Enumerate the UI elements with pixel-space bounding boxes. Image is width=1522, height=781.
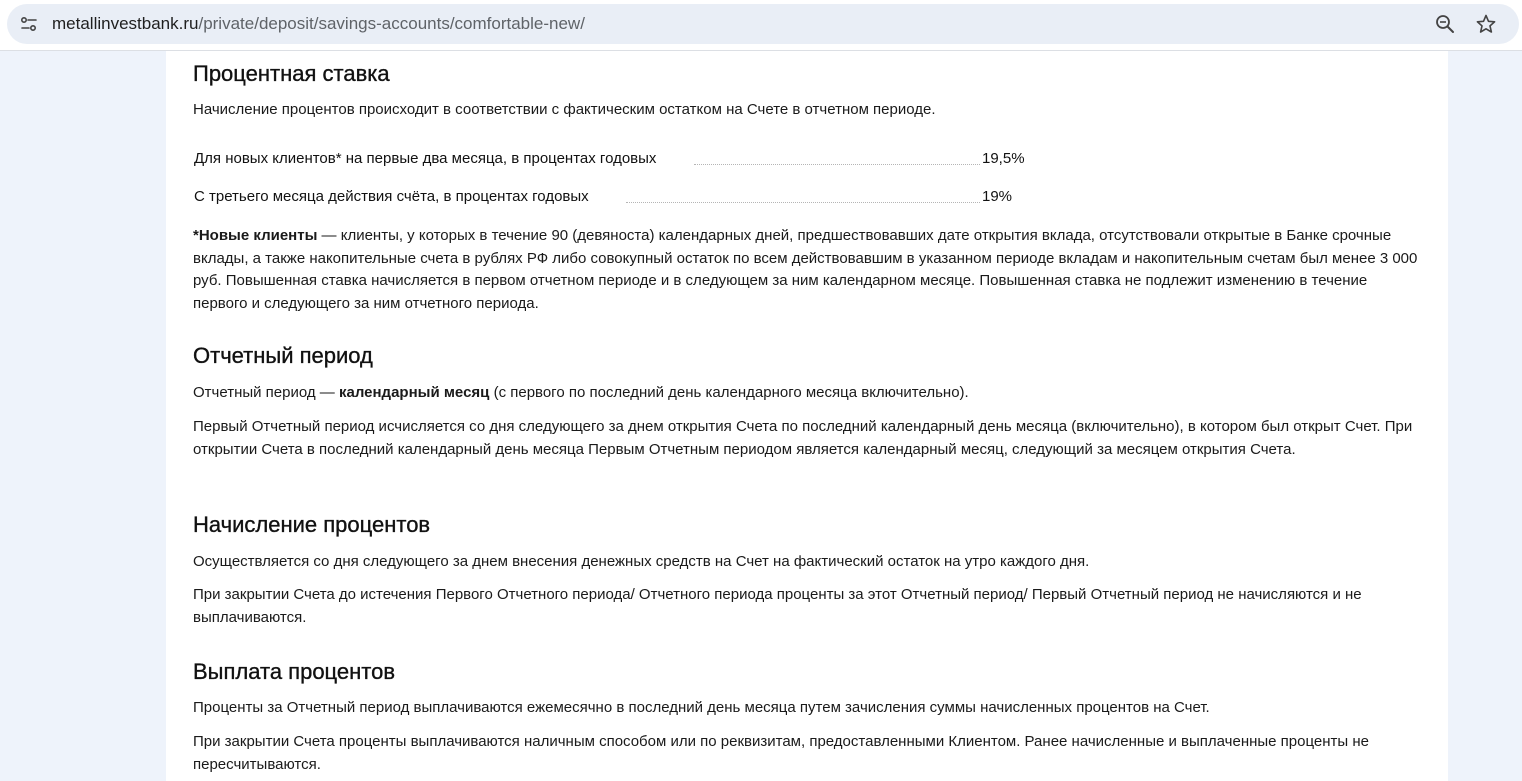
payout-closing-note: При закрытии Счета проценты выплачиваются наличным способом или по реквизитам, предоставленными Клиентом. Ранее начисленные и выплаченные проценты не пересчитываются. [193,733,1369,773]
address-bar[interactable] [7,4,1519,44]
page-content [166,51,1448,781]
bookmark-star-icon[interactable] [1475,13,1497,35]
url-text[interactable] [52,14,585,34]
site-info-icon[interactable] [19,14,39,34]
new-clients-note-text: — клиенты, у которых в течение 90 (девяноста) календарных дней, предшествовавших дате открытия вклада, отсутствовали открытые в Банке срочные вклады, а также накопительные счета в рублях РФ либо совокупный остаток по всем действовавшим в указанном периоде вкладам и накопительным счетам был менее 3 000 руб. Повышенная ставка начисляется в первом отчетном периоде и в следующем за ним календарном месяце. Повышенная ставка не подлежит изменению в течение первого и следующего за ним отчетного периода. [193,227,1418,312]
accrual-section-title: Начисление процентов [193,512,431,537]
browser-toolbar [0,0,1522,51]
period-definition-term: календарный месяц [338,384,490,401]
period-section-title: Отчетный период [193,343,373,368]
payout-section-title: Выплата процентов [193,659,396,684]
rate-intro: Начисление процентов происходит в соответствии с фактическим остатком на Счете в отчетном периоде. [193,101,936,118]
rate-section-title: Процентная ставка [193,61,390,86]
rate-row-label: С третьего месяца действия счёта, в процентах годовых [194,186,599,208]
first-period-description: Первый Отчетный период исчисляется со дня следующего за днем открытия Счета по последний календарный день месяца (включительно), в котором был открыт Счет. При открытии Счета в последний календарный день месяца Первым Отчетным периодом является календарный месяц, следующий за месяцем открытия Счета. [193,418,1413,458]
rate-row-from-third-month [194,186,1034,208]
rate-row-new-clients [194,148,1034,170]
url-path: /private/deposit/savings-accounts/comfortable-new/ [198,14,585,33]
new-clients-note-term: *Новые клиенты [193,227,318,244]
rate-row-leader [626,202,980,203]
period-definition-end: (с первого по последний день календарного месяца включительно). [489,384,969,401]
payout-description: Проценты за Отчетный период выплачиваются ежемесячно в последний день месяца путем зачисления суммы начисленных процентов на Счет. [193,699,1210,716]
rate-row-leader [694,164,980,165]
rate-row-label: Для новых клиентов* на первые два месяца, в процентах годовых [194,148,666,170]
period-definition-start: Отчетный период — [193,384,339,401]
url-host: metallinvestbank.ru [52,14,199,33]
period-definition [193,382,1418,405]
rate-row-value: 19,5% [982,150,1025,167]
rate-row-value: 19% [982,188,1013,205]
accrual-description: Осуществляется со дня следующего за днем внесения денежных средств на Счет на фактический остаток на утро каждого дня. [193,553,1090,570]
accrual-closing-note: При закрытии Счета до истечения Первого Отчетного периода/ Отчетного периода проценты за этот Отчетный период/ Первый Отчетный период не начисляются и не выплачиваются. [193,586,1362,626]
new-clients-note [193,225,1418,315]
zoom-icon[interactable] [1434,13,1456,35]
